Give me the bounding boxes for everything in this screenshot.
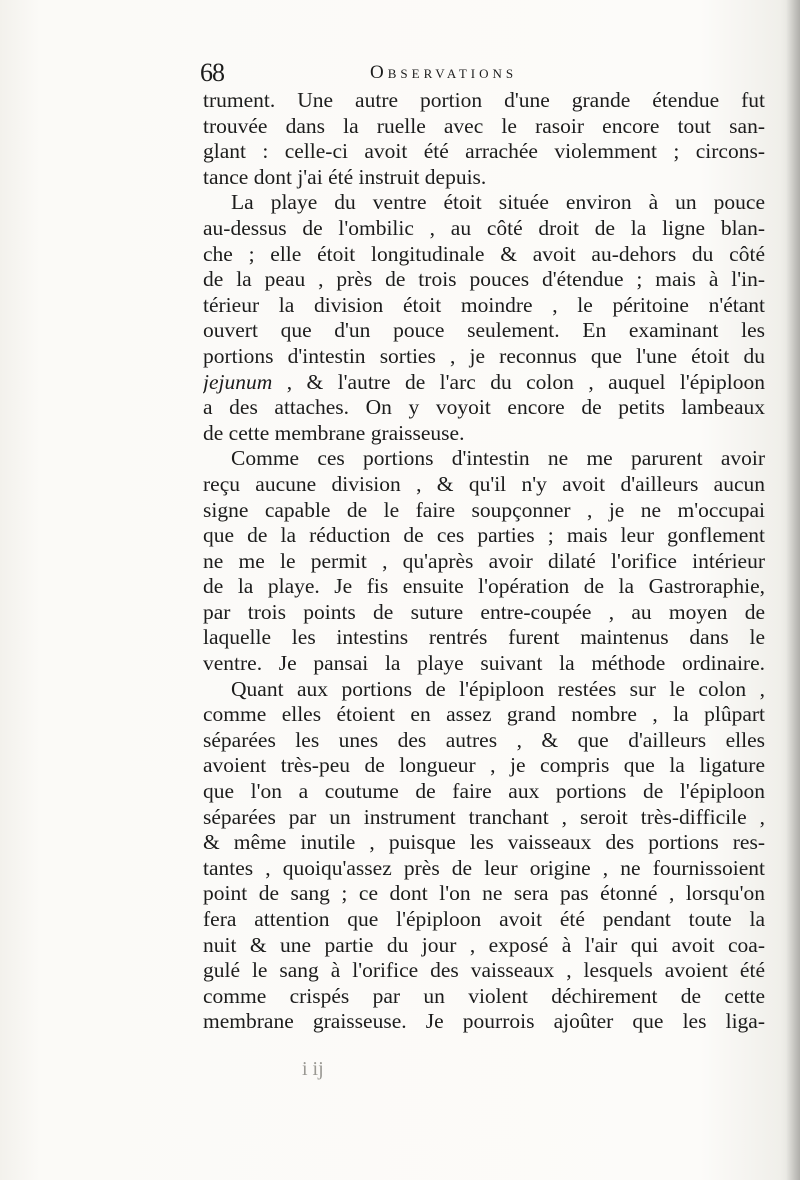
text-line: point de sang ; ce dont l'on ne sera pas étonné , lorsqu'on: [203, 881, 765, 906]
page-number: 68: [200, 58, 224, 87]
text-fragment: , & l'autre de l'arc du colon , auquel l'épiploon: [272, 369, 765, 394]
text-line: séparées les unes des autres , & que d'ailleurs elles: [203, 727, 765, 752]
running-head: Observations: [370, 62, 518, 83]
text-line: trument. Une autre portion d'une grande étendue fut: [203, 88, 765, 112]
page-edge-shadow: [786, 0, 800, 1180]
text-line: de la peau , près de trois pouces d'étendue ; mais à l'in-: [203, 267, 765, 292]
text-line: reçu aucune division , & qu'il n'y avoit d'ailleurs aucun: [203, 471, 765, 496]
text-line: térieur la division étoit moindre , le péritoine n'étant: [203, 292, 765, 317]
text-line: gulé le sang à l'orifice des vaisseaux , lesquels avoient été: [203, 958, 765, 983]
text-line: ne me le permit , qu'après avoir dilaté l'orifice intérieur: [203, 548, 765, 573]
text-line: portions d'intestin sorties , je reconnus que l'une étoit du: [203, 343, 765, 368]
text-line: par trois points de suture entre-coupée , au moyen de: [203, 599, 765, 624]
paragraph-start-line: Quant aux portions de l'épiploon restées sur le colon ,: [231, 676, 765, 701]
text-line: a des attaches. On y voyoit encore de petits lambeaux: [203, 395, 765, 420]
text-line: comme crispés par un violent déchirement de cette: [203, 983, 765, 1008]
text-line: nuit & une partie du jour , exposé à l'air qui avoit coa-: [203, 932, 765, 957]
text-line: & même inutile , puisque les vaisseaux des portions res-: [203, 830, 765, 855]
text-line: membrane graisseuse. Je pourrois ajoûter que les liga-: [203, 1009, 765, 1034]
text-line: que de la réduction de ces parties ; mais leur gonflement: [203, 523, 765, 548]
paragraph-start-line: Comme ces portions d'intestin ne me parurent avoir: [231, 446, 765, 471]
text-line: signe capable de le faire soupçonner , je ne m'occupai: [203, 497, 765, 522]
text-line: laquelle les intestins rentrés furent maintenus dans le: [203, 625, 765, 650]
text-line: de cette membrane graisseuse.: [203, 420, 465, 445]
paragraph-start-line: La playe du ventre étoit située environ à un pouce: [231, 190, 765, 215]
text-line: que l'on a coutume de faire aux portions de l'épiploon: [203, 779, 765, 804]
body-text: [203, 88, 765, 1035]
text-line: trouvée dans la ruelle avec le rasoir encore tout san-: [203, 113, 765, 138]
text-line: [203, 370, 765, 396]
text-line: avoient très-peu de longueur , je compris que la ligature: [203, 753, 765, 778]
text-line: fera attention que l'épiploon avoit été pendant toute la: [203, 907, 765, 931]
text-line: au-dessus de l'ombilic , au côté droit de la ligne blan-: [203, 215, 765, 240]
text-line: ventre. Je pansai la playe suivant la méthode ordinaire.: [203, 651, 765, 676]
text-line: tantes , quoiqu'assez près de leur origine , ne fournissoient: [203, 855, 765, 880]
text-line: séparées par un instrument tranchant , seroit très-difficile ,: [203, 804, 765, 829]
text-line: ouvert que d'un pouce seulement. En examinant les: [203, 318, 765, 343]
text-line: de la playe. Je fis ensuite l'opération de la Gastroraphie,: [203, 574, 765, 599]
signature-mark: i ij: [302, 1058, 324, 1080]
text-line: che ; elle étoit longitudinale & avoit au-dehors du côté: [203, 241, 765, 266]
text-line: glant : celle-ci avoit été arrachée violemment ; circons-: [203, 139, 765, 164]
page-header: [200, 58, 770, 88]
italic-term: jejunum: [203, 369, 273, 394]
text-line: tance dont j'ai été instruit depuis.: [203, 164, 487, 189]
text-line: comme elles étoient en assez grand nombre , la plûpart: [203, 702, 765, 727]
